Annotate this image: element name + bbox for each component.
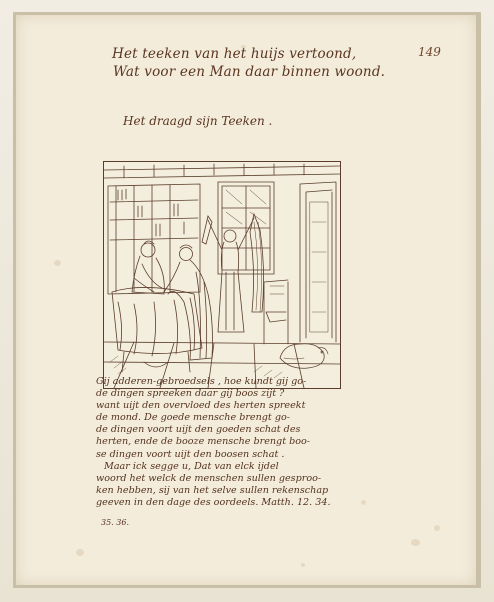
title-line: Het teeken van het huijs vertoond, [112, 46, 357, 62]
verse-line: se dingen voort uijt den boosen schat . [96, 448, 285, 460]
verse-line: herten, ende de booze mensche brengt boo- [96, 436, 311, 448]
foxing-spot [76, 549, 84, 556]
verse-line: woord het welck de menschen sullen gesproo- [96, 472, 322, 484]
emblem-motto: Het draagd sijn Teeken . [123, 114, 273, 128]
verse-line: de dingen voort uijt den goeden schat des [96, 424, 301, 436]
verse-text [96, 376, 386, 509]
foxing-spot [301, 563, 305, 567]
verse-line: want uijt den overvloed des herten spreekt [96, 400, 306, 412]
verse-line: Maar ick segge u, Dat van elck ijdel [104, 460, 279, 472]
emblem-illustration [103, 161, 341, 389]
interior-scene-drawing [104, 162, 340, 388]
manuscript-page [16, 15, 476, 585]
foxing-spot [434, 525, 440, 531]
page-number: 149 [418, 45, 441, 59]
verse-line: Gij adderen-gebroedsels , hoe kundt gij go- [96, 376, 307, 387]
verse-line: ken hebben, sij van het selve sullen rekenschap [96, 484, 329, 496]
verse-reference: 35. 36. [101, 518, 129, 527]
foxing-spot [411, 539, 420, 546]
page-title [112, 45, 412, 81]
title-line: Wat voor een Man daar binnen woond. [113, 64, 386, 80]
verse-line: de mond. De goede mensche brengt go- [96, 412, 290, 424]
verse-line: geeven in den dage des oordeels. Matth. 12. 34. [96, 496, 331, 508]
foxing-spot [54, 260, 61, 266]
verse-line: de dingen spreeken daar gij boos zijt ? [96, 388, 285, 400]
